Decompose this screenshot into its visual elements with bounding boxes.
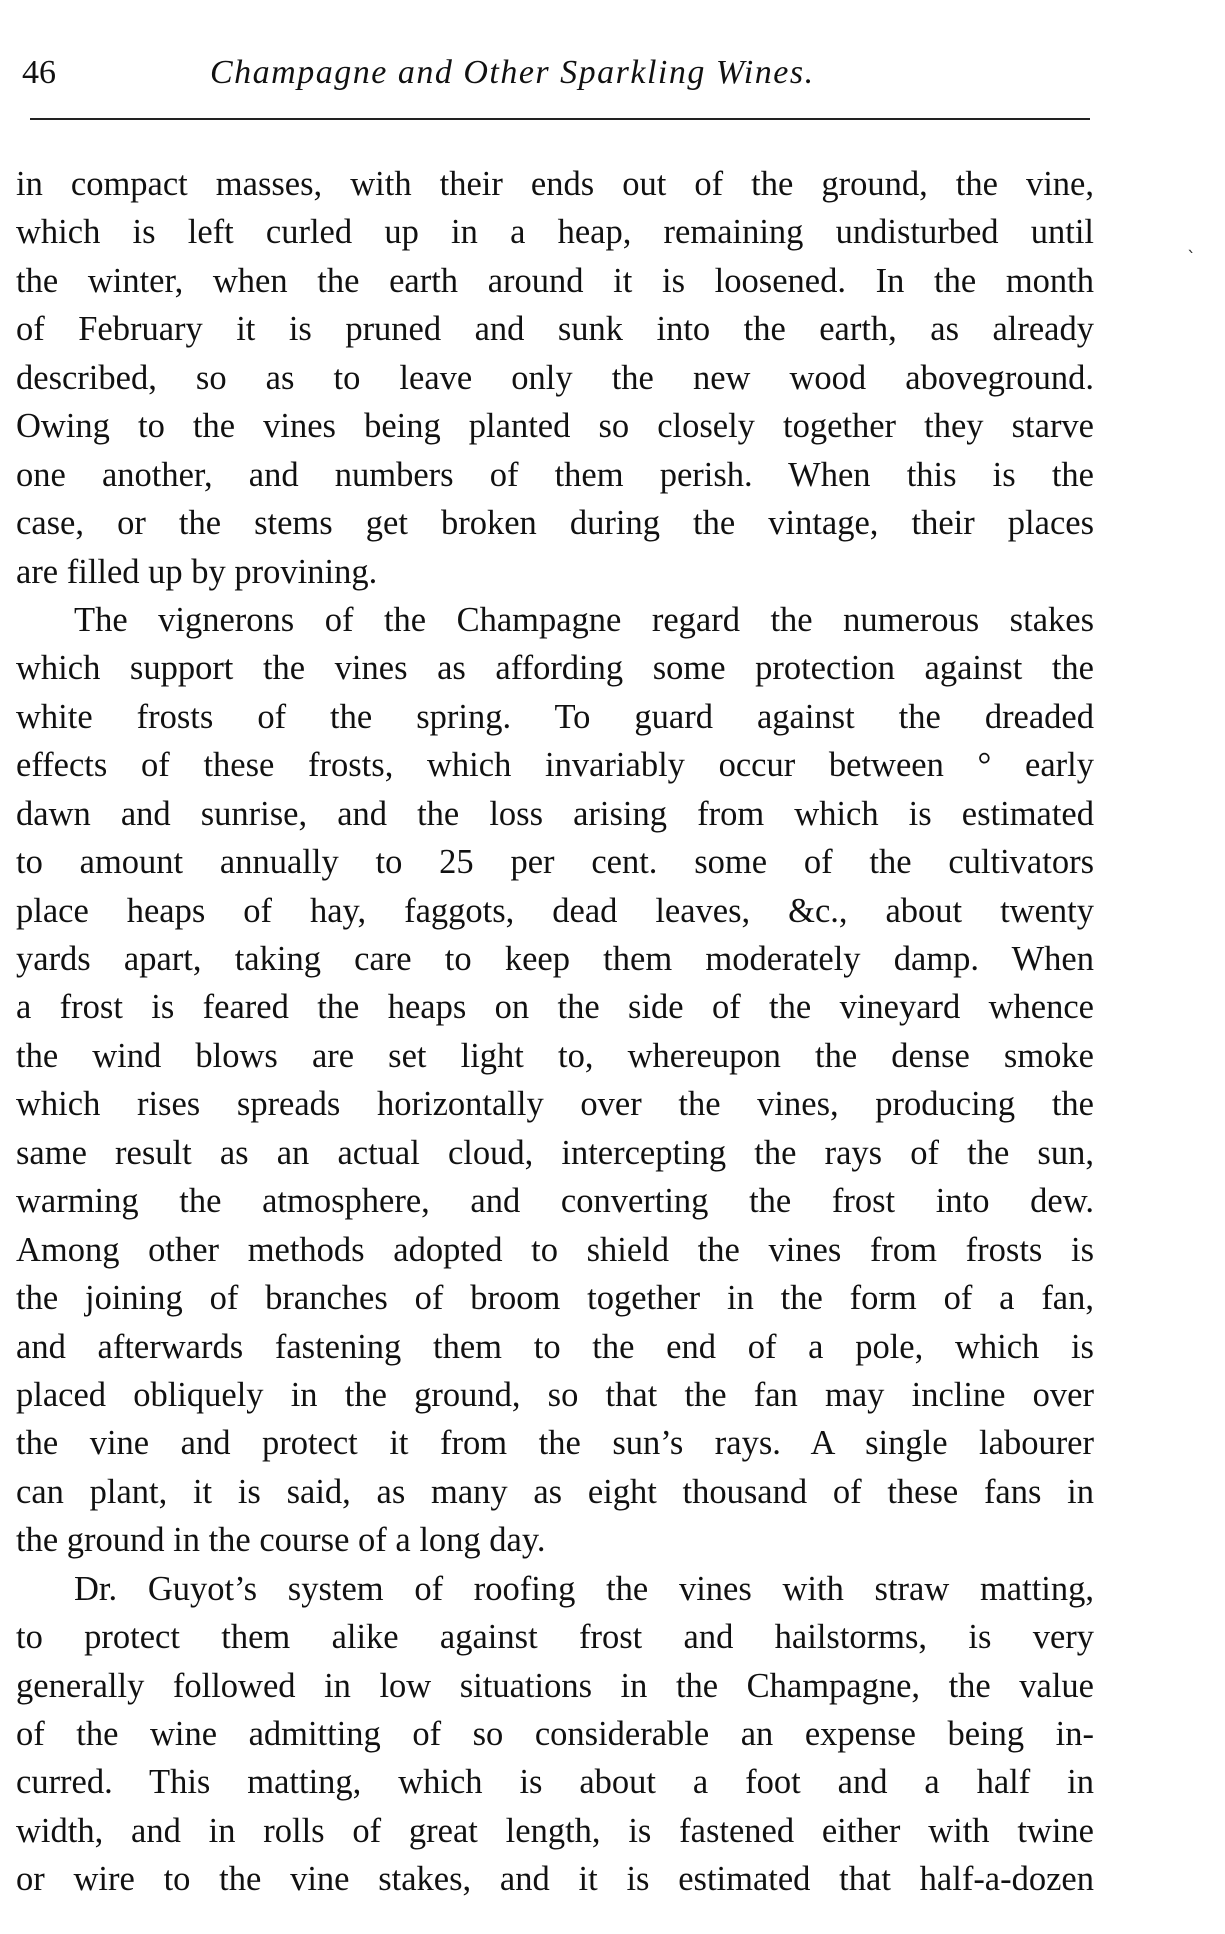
text-line: or wire to the vine stakes, and it is estimated that half-a-dozen [16, 1860, 1094, 1899]
text-line: placed obliquely in the ground, so that the fan may incline over [16, 1375, 1094, 1414]
text-line: effects of these frosts, which invariably occur between ° early [16, 746, 1094, 785]
text-line: generally followed in low situations in the Champagne, the value [16, 1666, 1094, 1705]
text-line: can plant, it is said, as many as eight thousand of these fans in [16, 1472, 1094, 1511]
text-line: described, so as to leave only the new wood aboveground. [16, 358, 1094, 397]
text-line: width, and in rolls of great length, is fastened either with twine [16, 1811, 1094, 1850]
text-line: of February it is pruned and sunk into the earth, as already [16, 310, 1094, 349]
text-line: curred. This matting, which is about a foot and a half in [16, 1763, 1094, 1802]
text-line: warming the atmosphere, and converting the frost into dew. [16, 1182, 1094, 1221]
text-line: place heaps of hay, faggots, dead leaves, &c., about twenty [16, 891, 1094, 930]
text-line: are filled up by provining. [16, 552, 378, 591]
text-line: the ground in the course of a long day. [16, 1521, 546, 1560]
header-rule [30, 118, 1090, 120]
text-line: in compact masses, with their ends out of the ground, the vine, [16, 165, 1094, 203]
paragraph-first-line: Dr. Guyot’s system of roofing the vines with straw matting, [74, 1569, 1094, 1608]
text-line: Among other methods adopted to shield the vines from frosts is [16, 1230, 1094, 1269]
page-number: 46 [22, 54, 56, 91]
text-line: same result as an actual cloud, intercepting the rays of the sun, [16, 1133, 1094, 1172]
stray-mark: ` [1187, 248, 1196, 269]
text-line: the joining of branches of broom together in the form of a fan, [16, 1279, 1094, 1318]
text-line: of the wine admitting of so considerable an expense being in- [16, 1715, 1094, 1753]
running-title: Champagne and Other Sparkling Wines. [210, 54, 815, 91]
page-header [22, 48, 1092, 98]
text-line: the vine and protect it from the sun’s rays. A single labourer [16, 1424, 1094, 1463]
text-line: a frost is feared the heaps on the side of the vineyard whence [16, 988, 1094, 1027]
text-line: Owing to the vines being planted so closely together they starve [16, 407, 1094, 446]
text-line: to protect them alike against frost and hailstorms, is very [16, 1618, 1094, 1657]
text-line: the wind blows are set light to, whereupon the dense smoke [16, 1036, 1094, 1075]
body-text [16, 160, 1094, 1904]
text-line: to amount annually to 25 per cent. some of the cultivators [16, 843, 1094, 882]
text-line: which support the vines as affording some protection against the [16, 649, 1094, 688]
text-line: the winter, when the earth around it is loosened. In the month [16, 261, 1094, 300]
text-line: which is left curled up in a heap, remaining undisturbed until [16, 213, 1094, 252]
text-line: white frosts of the spring. To guard against the dreaded [16, 697, 1094, 736]
text-line: case, or the stems get broken during the vintage, their places [16, 504, 1094, 543]
text-line: dawn and sunrise, and the loss arising from which is estimated [16, 794, 1094, 833]
text-line: one another, and numbers of them perish. When this is the [16, 455, 1094, 494]
text-line: which rises spreads horizontally over the vines, producing the [16, 1085, 1094, 1124]
text-line: and afterwards fastening them to the end of a pole, which is [16, 1327, 1094, 1366]
paragraph-first-line: The vignerons of the Champagne regard the numerous stakes [74, 600, 1094, 639]
text-line: yards apart, taking care to keep them moderately damp. When [16, 940, 1094, 978]
